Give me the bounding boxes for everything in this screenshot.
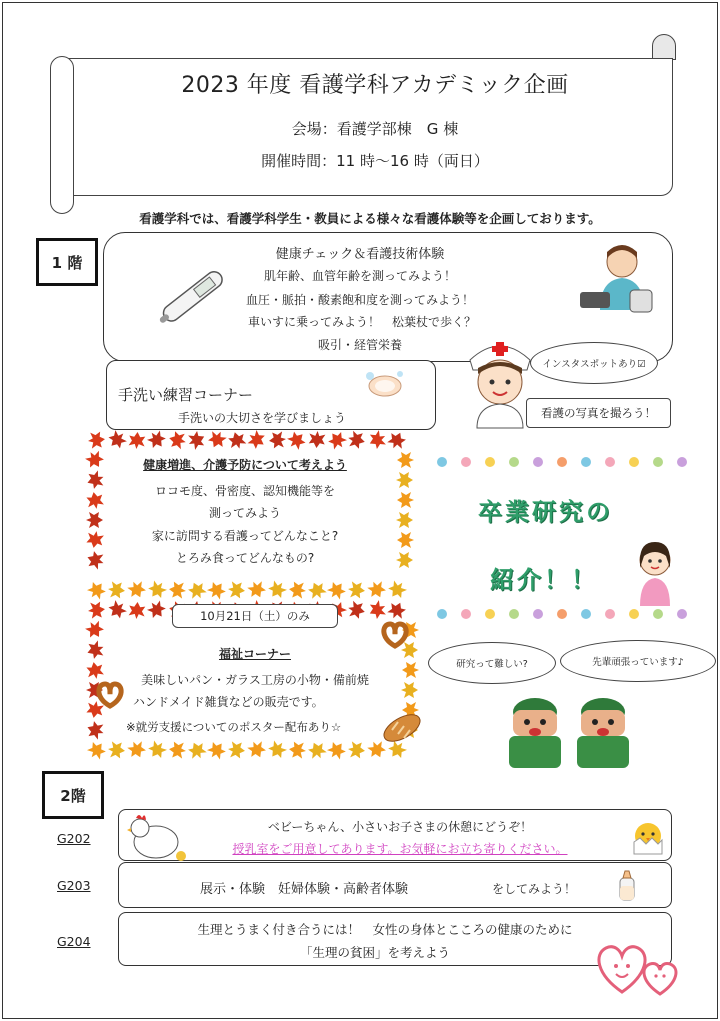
- insta-spot-bubble: インスタスポットあり☑: [530, 342, 658, 384]
- maple-leaf-icon: [346, 430, 366, 450]
- welfare-note: ※就労支援についてのポスター配布あり☆: [126, 720, 342, 734]
- maple-leaf-icon: [86, 491, 105, 511]
- maple-leaf-icon: [288, 741, 307, 759]
- maple-leaf-icon: [126, 579, 148, 600]
- dot-row: [432, 452, 702, 472]
- health-check-line: 吸引・経管栄養: [317, 338, 402, 352]
- maple-leaf-icon: [325, 579, 348, 600]
- scroll-roll-left: [50, 56, 74, 214]
- maple-leaf-icon: [146, 578, 169, 600]
- decor-dot: [629, 609, 639, 619]
- maple-leaf-icon: [85, 720, 106, 741]
- decor-dot: [461, 457, 471, 467]
- maple-leaf-icon: [186, 579, 208, 600]
- maple-leaf-icon: [85, 579, 108, 600]
- scroll-roll-right: [652, 34, 676, 60]
- decor-dot: [461, 609, 471, 619]
- decor-dot: [437, 609, 447, 619]
- maple-leaf-icon: [107, 581, 126, 599]
- decor-dot: [677, 609, 687, 619]
- dot-row: [432, 604, 702, 624]
- maple-leaf-icon: [85, 550, 106, 571]
- maple-leaf-icon: [308, 430, 325, 448]
- baby-bottle-icon: [612, 868, 640, 902]
- maple-leaf-icon: [128, 431, 145, 449]
- maple-leaf-icon: [85, 448, 106, 471]
- chick-egg-icon: [628, 816, 668, 856]
- maple-leaf-icon: [266, 738, 289, 760]
- maple-leaf-icon: [85, 618, 106, 641]
- maple-leaf-icon: [168, 741, 187, 759]
- thermometer-icon: [150, 265, 235, 330]
- welfare-line: ハンドメイド雑貨などの販売です。: [133, 695, 324, 709]
- room-g203-suffix: をしてみよう！: [492, 882, 577, 896]
- maple-leaf-icon: [106, 600, 129, 621]
- room-g202-line2: 授乳室をご用意してあります。お気軽にお立ち寄りください。: [232, 842, 568, 856]
- maple-leaf-icon: [397, 532, 414, 548]
- research-heading: 紹介！！: [490, 566, 598, 594]
- maple-leaf-icon: [366, 430, 388, 451]
- room-g202-line1: ベビーちゃん、小さいお子さまの休憩にどうぞ！: [267, 820, 533, 834]
- student-girl-icon: [630, 538, 680, 608]
- maple-leaf-icon: [167, 430, 187, 450]
- welfare-title: 福祉コーナー: [218, 647, 291, 661]
- floor-1-label: 1 階: [36, 238, 98, 286]
- maple-leaf-icon: [85, 639, 106, 660]
- nurse-blood-pressure-icon: [570, 240, 665, 320]
- maple-leaf-icon: [227, 581, 246, 599]
- bread-icon: [380, 710, 424, 746]
- maple-leaf-icon: [205, 579, 228, 600]
- page-title: 2023 年度 看護学科アカデミック企画: [181, 73, 569, 98]
- welfare-date: 10月21日（土）のみ: [172, 604, 338, 628]
- maple-leaf-icon: [306, 739, 328, 760]
- pretzel-icon: [93, 678, 127, 712]
- venue-text: 会場：看護学部棟 G 棟: [291, 120, 459, 138]
- maple-leaf-icon: [268, 431, 287, 449]
- decor-dot: [677, 457, 687, 467]
- care-prevention-line: 測ってみよう: [208, 506, 281, 520]
- maple-leaf-icon: [288, 581, 307, 599]
- health-check-line: 肌年齢、血管年齢を測ってみよう！: [263, 269, 456, 283]
- maple-leaf-icon: [106, 430, 129, 451]
- decor-dot: [605, 609, 615, 619]
- maple-leaf-icon: [245, 430, 268, 451]
- maple-leaf-icon: [146, 738, 169, 760]
- maple-leaf-icon: [285, 430, 308, 452]
- maple-leaf-icon: [396, 472, 413, 488]
- room-g204-line2: 「生理の貧困」を考えよう: [299, 945, 450, 960]
- decor-dot: [557, 457, 567, 467]
- mascot-characters-icon: [495, 690, 645, 768]
- maple-leaf-icon: [107, 741, 126, 759]
- maple-leaf-icon: [168, 581, 187, 599]
- maple-leaf-icon: [205, 739, 228, 760]
- decor-dot: [581, 609, 591, 619]
- health-check-line: 車いすに乗ってみよう！ 松葉杖で歩く？: [247, 315, 476, 329]
- maple-leaf-icon: [86, 512, 103, 528]
- maple-leaf-icon: [396, 552, 413, 568]
- maple-leaf-icon: [186, 739, 208, 760]
- pretzel-icon: [378, 618, 412, 652]
- research-heading: 卒業研究の: [478, 498, 613, 526]
- handwash-icon: [360, 366, 410, 400]
- maple-leaf-icon: [227, 741, 246, 759]
- maple-leaf-icon: [246, 739, 268, 760]
- floor-2-label: 2階: [42, 771, 104, 819]
- speech-bubble: 研究って難しい?: [428, 642, 556, 684]
- maple-leaf-icon: [128, 601, 145, 619]
- maple-leaf-icon: [85, 739, 108, 760]
- chicken-icon: [126, 808, 194, 864]
- maple-leaf-icon: [326, 430, 349, 452]
- maple-leaf-icon: [206, 430, 228, 451]
- decor-dot: [557, 609, 567, 619]
- room-code-g204: G204: [57, 934, 91, 949]
- maple-leaf-icon: [396, 512, 413, 528]
- room-code-g202: G202: [57, 831, 91, 846]
- decor-dot: [581, 457, 591, 467]
- maple-leaf-icon: [85, 469, 106, 490]
- speech-bubble: 先輩頑張っています♪: [560, 640, 716, 682]
- decor-dot: [653, 457, 663, 467]
- maple-leaf-icon: [397, 492, 414, 508]
- room-g204-line1: 生理とうまく付き合うには！ 女性の身体とこころの健康のために: [197, 922, 573, 937]
- decor-dot: [533, 457, 543, 467]
- maple-leaf-icon: [325, 739, 348, 760]
- decor-dot: [509, 457, 519, 467]
- health-check-title: 健康チェック＆看護技術体験: [275, 247, 445, 262]
- maple-leaf-icon: [401, 682, 418, 698]
- decor-dot: [509, 609, 519, 619]
- maple-leaf-icon: [306, 579, 328, 600]
- decor-dot: [629, 457, 639, 467]
- hours-text: 開催時間：11 時〜16 時（両日）: [261, 152, 489, 170]
- maple-leaf-icon: [346, 600, 366, 620]
- decor-dot: [485, 457, 495, 467]
- maple-leaf-icon: [386, 430, 408, 451]
- room-code-g203: G203: [57, 878, 91, 893]
- decor-dot: [653, 609, 663, 619]
- maple-leaf-icon: [366, 579, 388, 600]
- decor-dot: [533, 609, 543, 619]
- welfare-line: 美味しいパン・ガラス工房の小物・備前焼: [141, 673, 369, 687]
- health-check-line: 血圧・脈拍・酸素飽和度を測ってみよう！: [245, 293, 474, 307]
- maple-leaf-icon: [266, 578, 289, 600]
- care-prevention-line: ロコモ度、骨密度、認知機能等を: [154, 484, 335, 498]
- maple-leaf-icon: [386, 578, 409, 600]
- maple-leaf-icon: [227, 430, 247, 451]
- handwash-title: 手洗い練習コーナー: [118, 386, 254, 404]
- care-prevention-title: 健康増進、介護予防について考えよう: [143, 458, 347, 472]
- decor-dot: [485, 609, 495, 619]
- handwash-subtitle: 手洗いの大切さを学びましょう: [178, 411, 347, 425]
- care-prevention-line: とろみ食ってどんなもの?: [175, 551, 315, 565]
- photo-note: 看護の写真を撮ろう！: [526, 398, 671, 428]
- maple-leaf-icon: [347, 581, 366, 599]
- maple-leaf-icon: [246, 579, 268, 600]
- decor-dot: [437, 457, 447, 467]
- maple-leaf-icon: [185, 430, 207, 451]
- maple-leaf-icon: [145, 430, 168, 451]
- room-g203-main: 展示・体験 妊婦体験・高齢者体験: [200, 882, 409, 897]
- maple-leaf-icon: [86, 530, 105, 550]
- care-prevention-line: 家に訪問する看護ってどんなこと?: [151, 529, 339, 543]
- maple-leaf-icon: [87, 601, 106, 619]
- maple-leaf-icon: [347, 741, 366, 759]
- intro-text: 看護学科では、看護学科学生・教員による様々な看護体験等を企画しております。: [139, 211, 601, 226]
- hearts-icon: [590, 934, 685, 1000]
- maple-leaf-icon: [145, 600, 168, 621]
- maple-leaf-icon: [126, 739, 148, 760]
- maple-leaf-icon: [87, 431, 106, 449]
- decor-dot: [605, 457, 615, 467]
- maple-leaf-icon: [402, 662, 419, 678]
- maple-leaf-icon: [397, 452, 414, 468]
